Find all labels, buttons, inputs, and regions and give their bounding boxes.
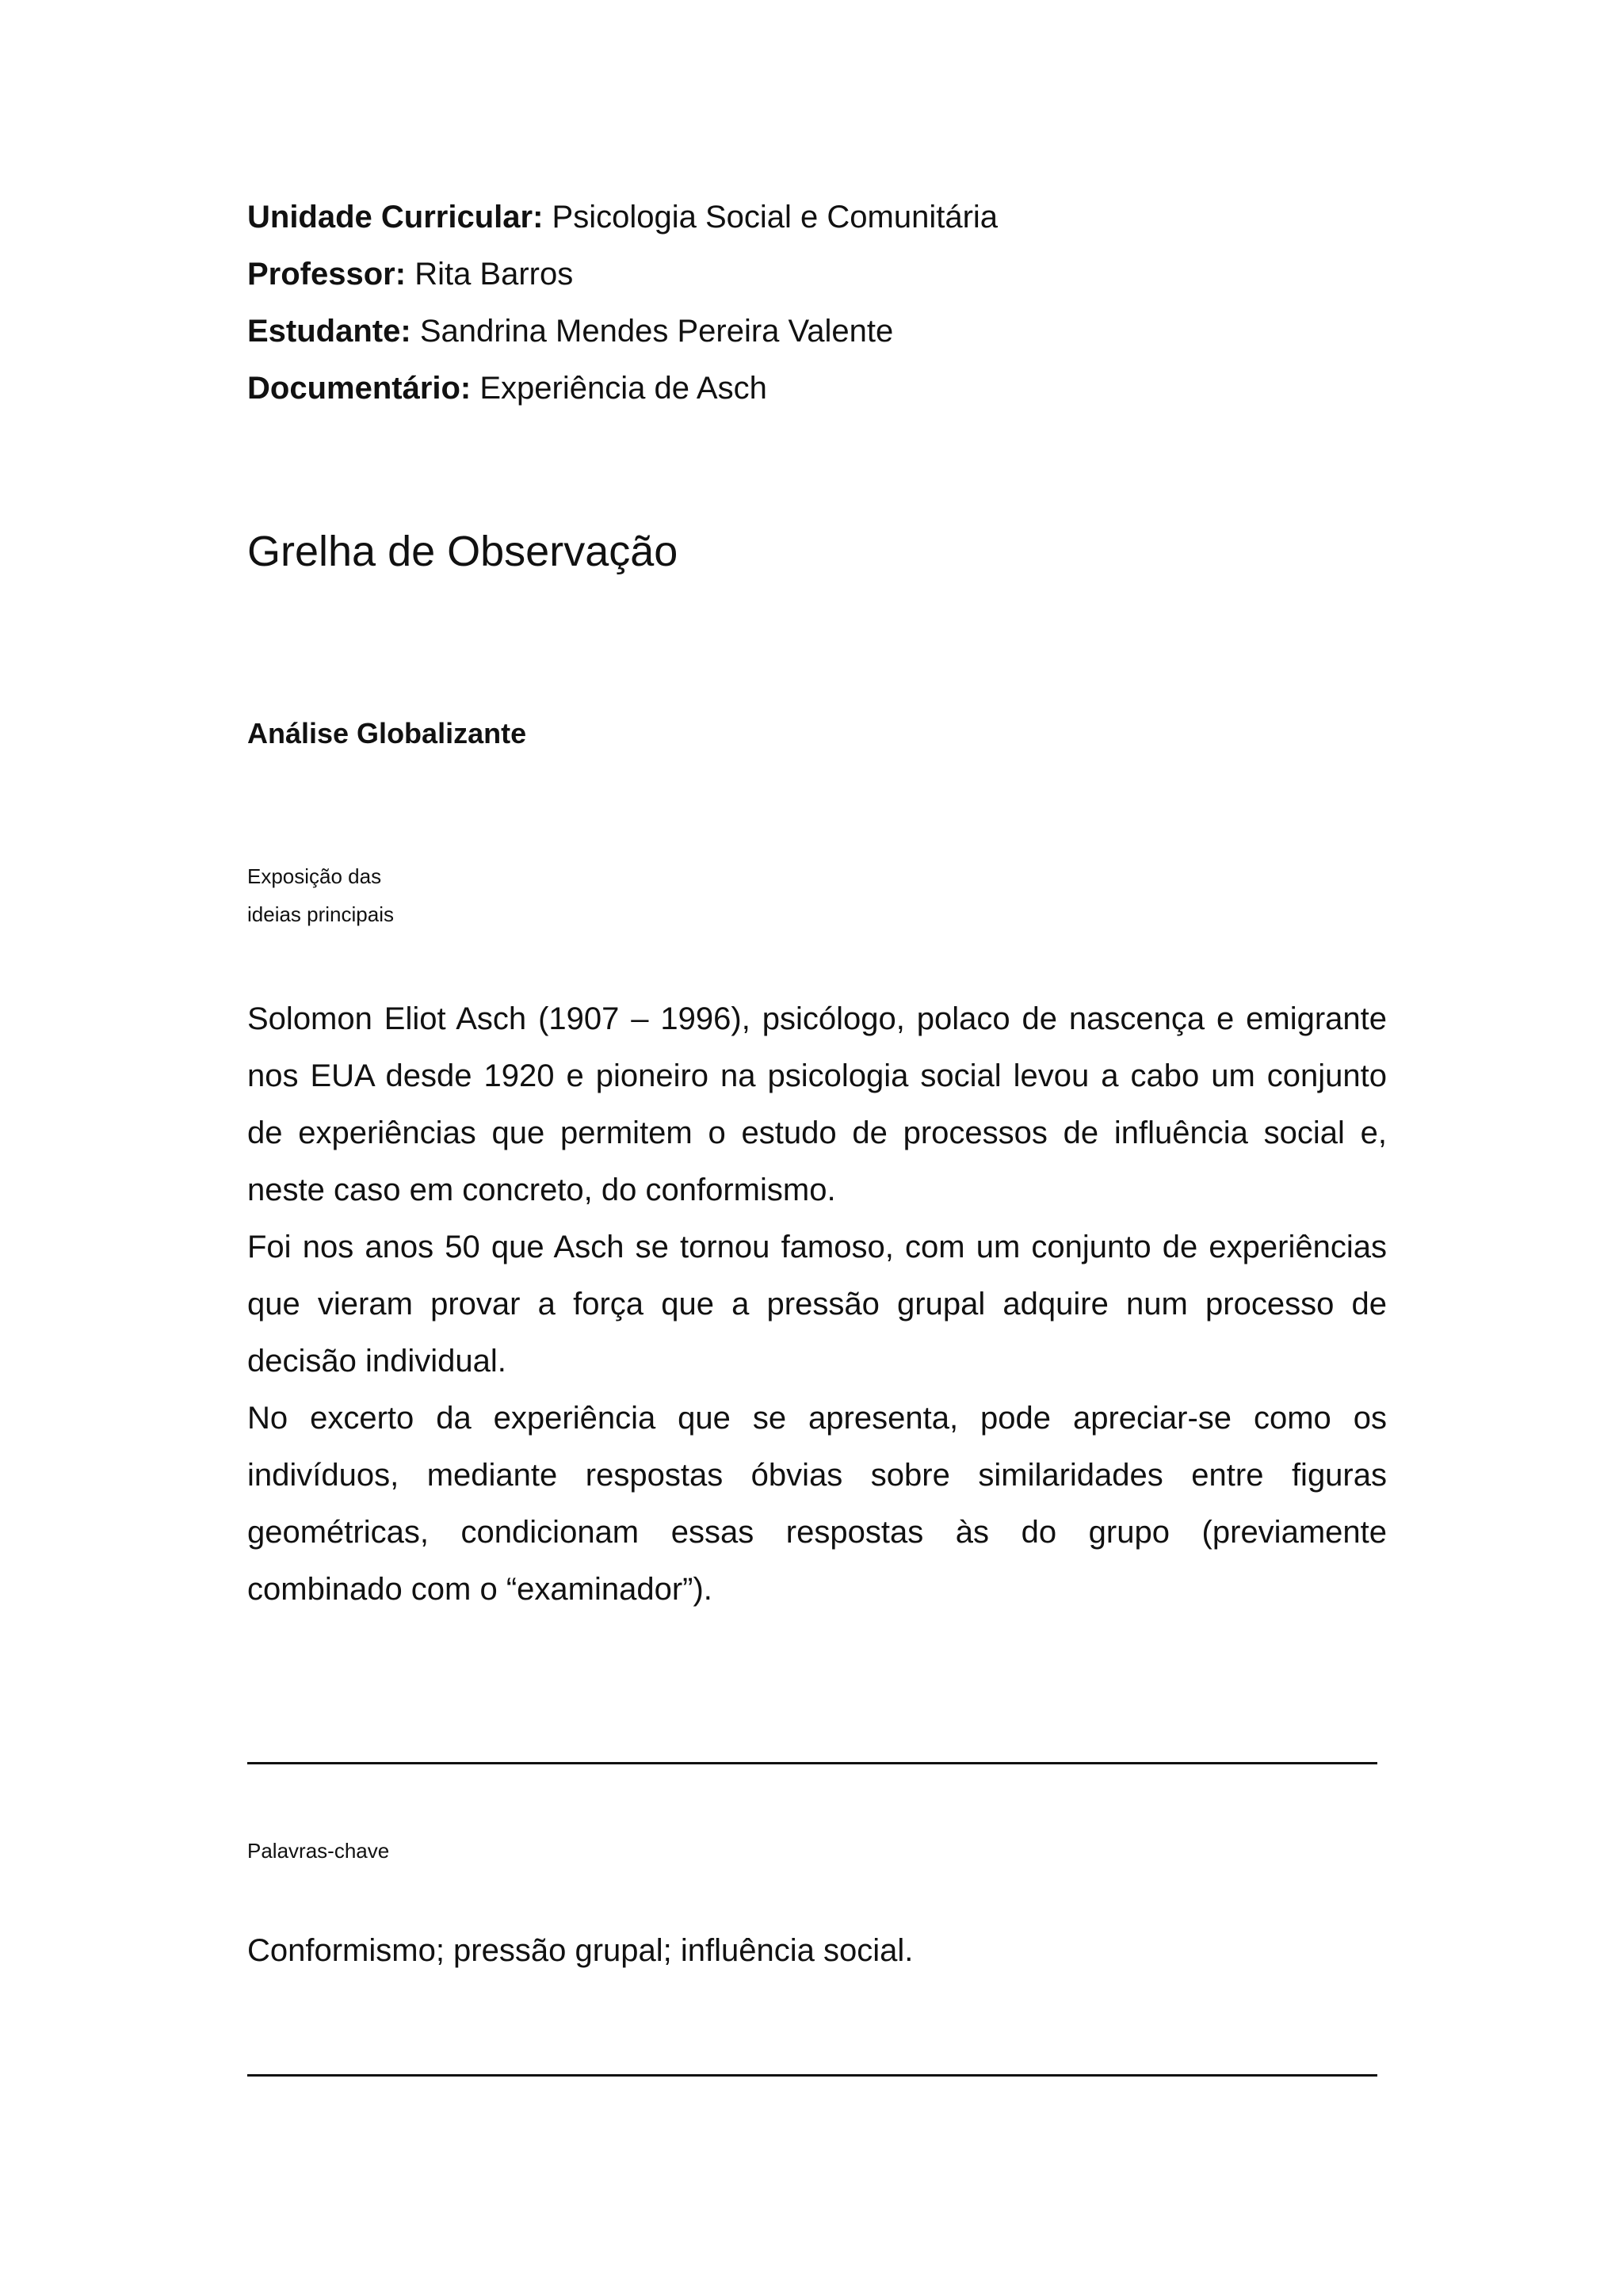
professor-value: Rita Barros <box>414 257 574 292</box>
paragraph-1: Solomon Eliot Asch (1907 – 1996), psicólogo, polaco de nascença e emigrante nos EUA desde 1920 e pioneiro na psicologia social levou a cabo um conjunto de experiências que permitem o estudo de processos de influência social e, neste caso em concreto, do conformismo. <box>247 1001 1387 1207</box>
meta-unidade-curricular <box>247 198 998 236</box>
divider-top <box>247 1762 1377 1764</box>
keywords-label: Palavras-chave <box>247 1839 390 1863</box>
divider-bottom <box>247 2074 1377 2077</box>
page-title: Grelha de Observação <box>247 528 678 575</box>
exposicao-label <box>247 857 564 933</box>
unidade-label: Unidade Curricular: <box>247 200 544 235</box>
section-heading: Análise Globalizante <box>247 717 527 749</box>
body-text <box>247 990 1387 1618</box>
documentario-value: Experiência de Asch <box>479 371 767 406</box>
professor-label: Professor: <box>247 257 407 292</box>
keywords-value: Conformismo; pressão grupal; influência social. <box>247 1933 914 1968</box>
unidade-value: Psicologia Social e Comunitária <box>552 200 999 235</box>
exposicao-label-line2: ideias principais <box>247 902 394 926</box>
paragraph-2: Foi nos anos 50 que Asch se tornou famoso, com um conjunto de experiências que vieram provar a força que a pressão grupal adquire num processo de decisão individual. <box>247 1230 1387 1379</box>
estudante-value: Sandrina Mendes Pereira Valente <box>419 314 894 349</box>
exposicao-label-line1: Exposição das <box>247 864 382 888</box>
estudante-label: Estudante: <box>247 314 411 349</box>
paragraph-3: No excerto da experiência que se apresenta, pode apreciar-se como os indivíduos, mediante respostas óbvias sobre similaridades entre figuras geométricas, condicionam essas respostas às do grupo (previamente combinado com o “examinador”). <box>247 1401 1387 1607</box>
meta-documentario <box>247 369 767 407</box>
meta-professor <box>247 255 573 293</box>
documentario-label: Documentário: <box>247 371 472 406</box>
meta-estudante <box>247 312 893 350</box>
